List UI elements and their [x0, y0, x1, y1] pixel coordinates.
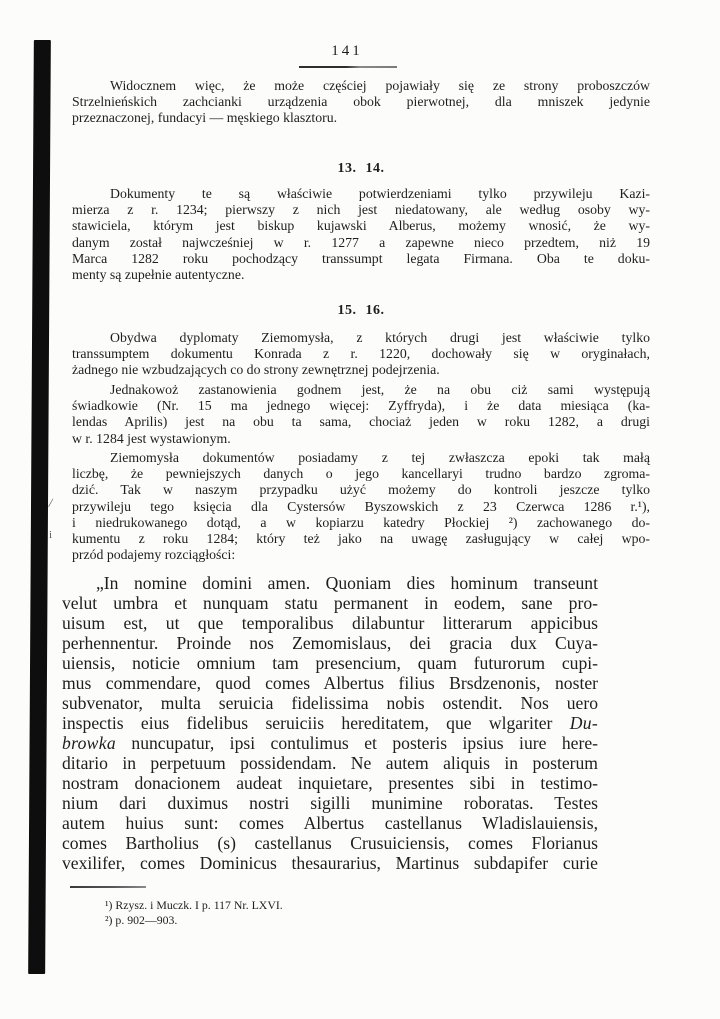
text-line: w r. 1284 jest wystawionym. [72, 430, 231, 446]
margin-pencil-mark: / [47, 494, 54, 511]
text-line: nostram donacionem audeat inquietare, presentes sibi in testimo- [62, 773, 598, 793]
text-line: Marca 1282 roku pochodzący transsumpt legata Firmana. Oba te doku- [72, 250, 650, 266]
page-number: 141 [331, 43, 363, 59]
text-line: Obydwa dyplomaty Ziemomysła, z których drugi jest właściwie tylko [110, 330, 650, 345]
text-line: danym został najwcześniej w r. 1277 a zapewne nieco przedtem, niż 19 [72, 234, 650, 250]
text-line: Ziemomysła dokumentów posiadamy z tej zwłaszcza epoki tak małą [110, 450, 650, 465]
paragraph-13-14 [72, 186, 650, 283]
text-line: browka nuncupatur, ipsi contulimus et posteris ipsius iure here- [62, 733, 598, 753]
text-line: vexilifer, comes Dominicus thesaurarius, Martinus subdapifer curie [62, 853, 598, 873]
text-line: menty są zupełnie autentyczne. [72, 267, 245, 283]
text-line: kumentu z roku 1284; który też jako na uwagę zasługujący w całej wpo- [72, 531, 650, 547]
text-line: dzić. Tak w naszym przypadku użyć możemy do kontroli jeszcze tylko [72, 482, 650, 498]
page-number-rule [299, 66, 397, 68]
section-heading-13-14: 13. 14. [337, 161, 385, 176]
text-line: uiensis, noticie omnium tam presencium, quam futurorum cupi- [62, 653, 598, 673]
text-line: autem huius sunt: comes Albertus castellanus Wladislauiensis, [62, 813, 598, 833]
paragraph-15-16-c [72, 450, 650, 563]
text-line: transsumptem dokumentu Konrada z r. 1220, dochowały się w oryginałach, [72, 346, 650, 362]
text-line: przywileju tego księcia dla Cystersów Byszowskich z 23 Czerwca 1286 r.¹), [72, 498, 650, 514]
text-line: przeznaczonej, fundacyi — męskiego klasztoru. [72, 110, 338, 126]
paragraph-15-16-a [72, 330, 650, 379]
text-line: stawiciela, którym jest biskup kujawski Alberus, możemy wnosić, że wy- [72, 218, 650, 234]
text-line: ditario in perpetuum possidendam. Ne autem aliquis in posterum [62, 753, 598, 773]
footnotes [105, 898, 525, 927]
latin-quote-block [62, 573, 598, 873]
text-line: comes Bartholius (s) castellanus Crusuiciensis, comes Florianus [62, 833, 598, 853]
footnote-rule [70, 886, 146, 888]
text-line: świadkowie (Nr. 15 ma jednego więcej: Zyffryda), i że data miesiąca (ka- [72, 398, 650, 414]
text-line: liczbę, że pewniejszych danych o jego kancellaryi trudno bardzo zgroma- [72, 466, 650, 482]
text-line: ²) p. 902—903. [105, 912, 178, 927]
text-line: uisum est, ut que temporalibus dilabuntur litterarum appicibus [62, 613, 598, 633]
text-line: inspectis eius fidelibus seruiciis hereditatem, que wlgariter Du- [62, 713, 598, 733]
text-line: mus commendare, quod comes Albertus filius Brsdzenonis, noster [62, 673, 598, 693]
paragraph-intro [72, 78, 650, 127]
text-line: lendas Aprilis) jest na obu ta sama, chociaż jeden w roku 1282, a drugi [72, 414, 650, 430]
text-line: perhennentur. Proinde nos Zemomislaus, dei gracia dux Cuya- [62, 633, 598, 653]
section-heading-15-16: 15. 16. [337, 303, 385, 318]
text-line: ¹) Rzysz. i Muczk. I p. 117 Nr. LXVI. [105, 898, 283, 912]
margin-pencil-mark: i [49, 529, 53, 541]
paragraph-15-16-b [72, 382, 650, 447]
text-line: subvenator, multa seruicia fidelissima nobis ostendit. Nos uero [62, 693, 598, 713]
text-line: i niedrukowanego dotąd, a w kopiarzu katedry Płockiej ²) zachowanego do- [72, 514, 650, 530]
text-line: Dokumenty te są właściwie potwierdzeniami tylko przywileju Kazi- [110, 186, 650, 201]
text-line: żadnego nie wzbudzających co do strony zewnętrznej podejrzenia. [72, 362, 440, 378]
text-line: mierza z r. 1234; pierwszy z nich jest niedatowany, ale według osoby wy- [72, 202, 650, 218]
text-line: przód podajemy rozciągłości: [72, 547, 236, 563]
text-line: velut umbra et nunquam statu permanent in eodem, sane pro- [62, 593, 598, 613]
text-line: Widocznem więc, że może częściej pojawiały się ze strony proboszczów [110, 78, 650, 93]
text-line: Strzelnieńskich zachcianki urządzenia obok pierwotnej, dla mniszek jedynie [72, 94, 650, 110]
text-line: nium dari duximus nostri sigilli munimine roboratas. Testes [62, 793, 598, 813]
text-line: Jednakowoż zastanowienia godnem jest, że na obu ciż sami występują [110, 382, 650, 397]
text-line: „In nomine domini amen. Quoniam dies hominum transeunt [96, 573, 598, 593]
